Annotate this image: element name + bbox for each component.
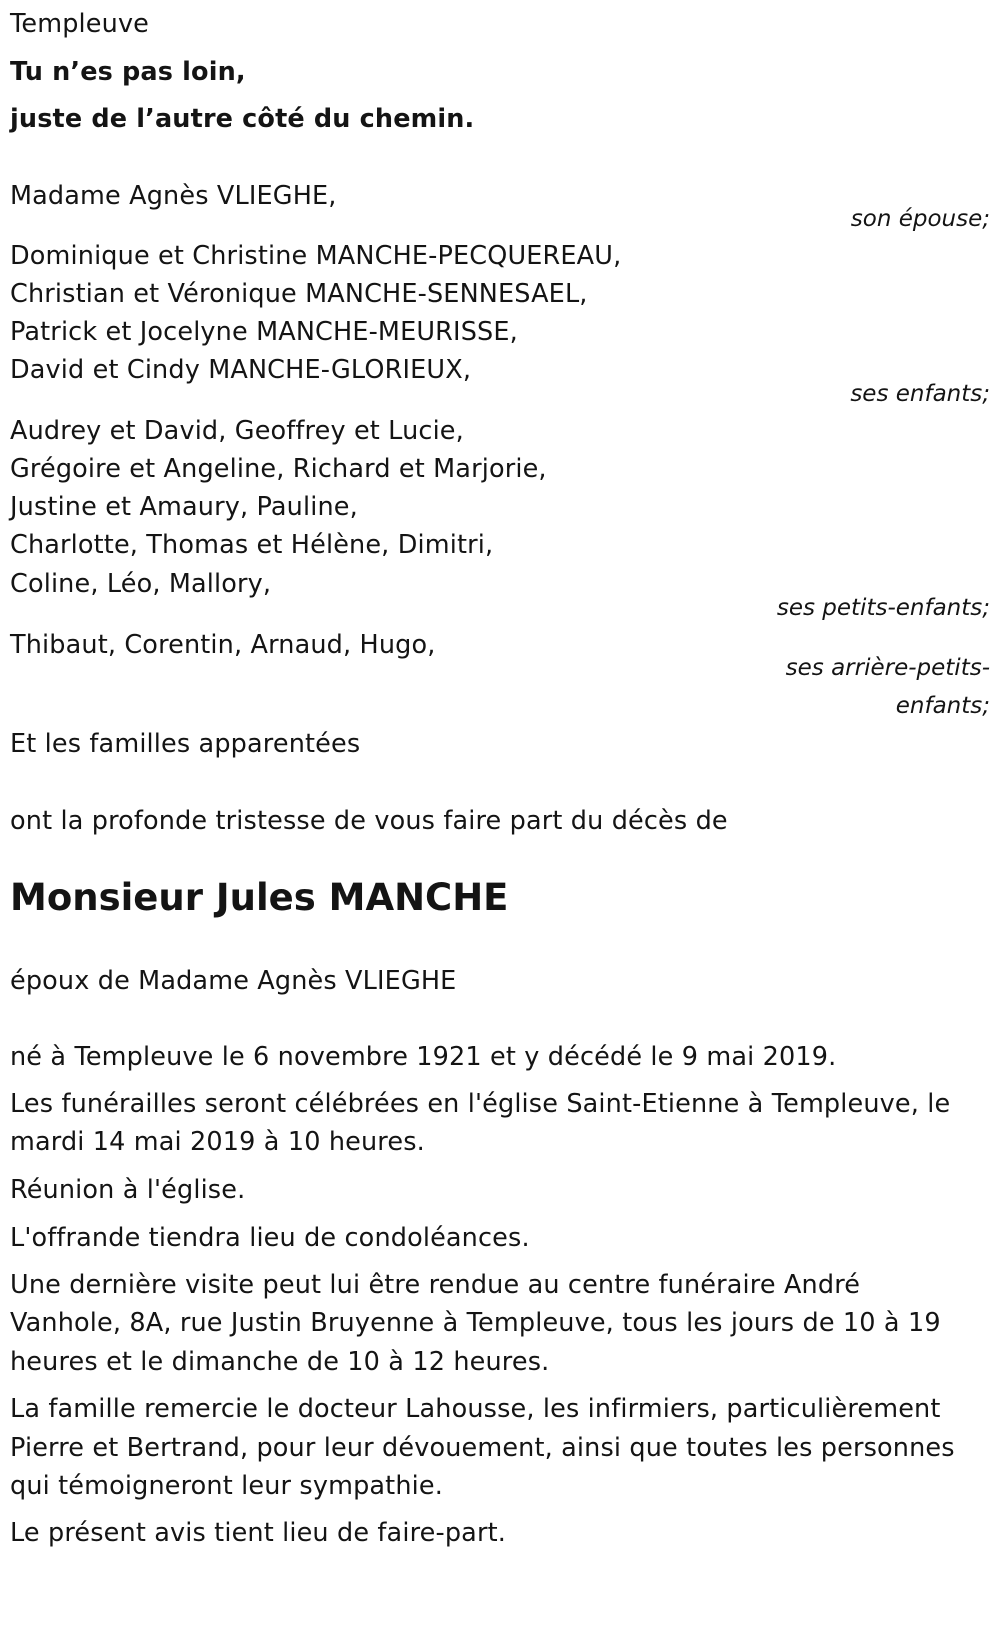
announcement-text: ont la profonde tristesse de vous faire part du décès de <box>10 806 728 836</box>
child-line: Dominique et Christine MANCHE-PECQUEREAU, <box>10 241 622 271</box>
place-heading: Templeuve <box>10 9 150 39</box>
child-line: David et Cindy MANCHE-GLORIEUX, <box>10 355 472 385</box>
grandchild-line: Coline, Léo, Mallory, <box>10 569 272 599</box>
thanks-line-1: La famille remercie le docteur Lahousse, les infirmiers, particulièrement <box>10 1394 941 1424</box>
birth-death-info: né à Templeuve le 6 novembre 1921 et y décédé le 9 mai 2019. <box>10 1042 837 1072</box>
quote-line-1: Tu n’es pas loin, <box>10 57 246 87</box>
related-families: Et les familles apparentées <box>10 729 361 759</box>
visit-line-3: heures et le dimanche de 10 à 12 heures. <box>10 1347 550 1377</box>
spouse-name: Madame Agnès VLIEGHE, <box>10 181 337 211</box>
quote-line-2: juste de l’autre côté du chemin. <box>10 104 475 134</box>
visit-line-2: Vanhole, 8A, rue Justin Bruyenne à Templeuve, tous les jours de 10 à 19 <box>10 1308 941 1338</box>
child-line: Christian et Véronique MANCHE-SENNESAEL, <box>10 279 588 309</box>
funeral-line-2: mardi 14 mai 2019 à 10 heures. <box>10 1127 425 1157</box>
grandchildren-role: ses petits-enfants; <box>776 595 990 621</box>
offering-info: L'offrande tiendra lieu de condoléances. <box>10 1223 530 1253</box>
thanks-line-3: qui témoigneront leur sympathie. <box>10 1471 443 1501</box>
grandchild-line: Justine et Amaury, Pauline, <box>10 492 358 522</box>
great-grandchildren-role-1: ses arrière-petits- <box>785 655 990 681</box>
deceased-name: Monsieur Jules MANCHE <box>10 876 509 919</box>
thanks-line-2: Pierre et Bertrand, pour leur dévouement, ainsi que toutes les personnes <box>10 1433 955 1463</box>
grandchild-line: Charlotte, Thomas et Hélène, Dimitri, <box>10 530 494 560</box>
child-line: Patrick et Jocelyne MANCHE-MEURISSE, <box>10 317 518 347</box>
spouse-of: époux de Madame Agnès VLIEGHE <box>10 966 457 996</box>
children-role: ses enfants; <box>850 381 990 407</box>
meeting-info: Réunion à l'église. <box>10 1175 246 1205</box>
great-grandchildren-role-2: enfants; <box>895 693 990 719</box>
great-grandchild-line: Thibaut, Corentin, Arnaud, Hugo, <box>10 630 436 660</box>
grandchild-line: Audrey et David, Geoffrey et Lucie, <box>10 416 464 446</box>
grandchild-line: Grégoire et Angeline, Richard et Marjorie, <box>10 454 547 484</box>
spouse-role: son épouse; <box>850 206 990 232</box>
funeral-line-1: Les funérailles seront célébrées en l'église Saint-Etienne à Templeuve, le <box>10 1089 951 1119</box>
closing-note: Le présent avis tient lieu de faire-part. <box>10 1518 506 1548</box>
visit-line-1: Une dernière visite peut lui être rendue au centre funéraire André <box>10 1270 861 1300</box>
